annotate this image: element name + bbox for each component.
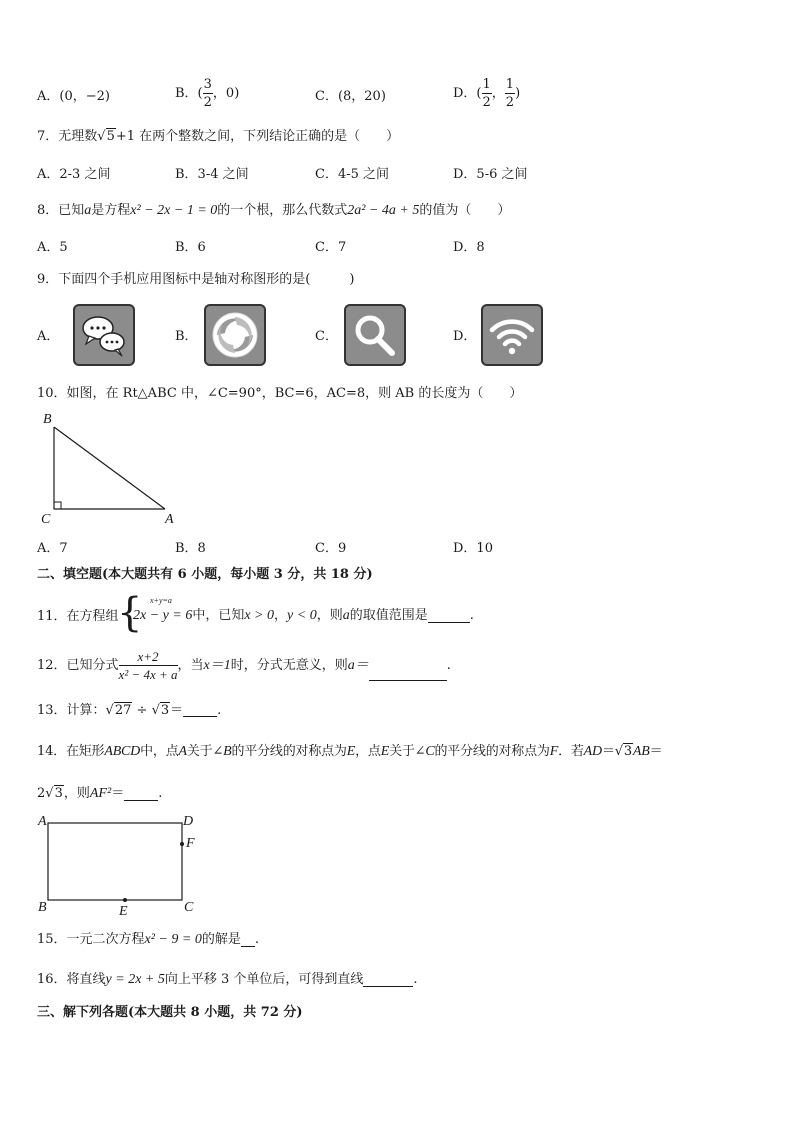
q6-option-d-fraction-1: [482, 78, 492, 109]
q14-text: 中，点: [140, 744, 179, 759]
q14-line-1: [37, 745, 662, 759]
q8-option-c: C．7: [315, 240, 347, 255]
q11-condition-2: y < 0: [287, 608, 317, 623]
q14-fig-label-c: C: [184, 900, 194, 915]
system-brace: {: [117, 590, 143, 636]
q11-condition-1: x > 0: [244, 608, 275, 623]
q14-text: ，点: [355, 744, 381, 759]
q9-stem: 9．下面四个手机应用图标中是轴对称图形的是( ): [37, 272, 355, 287]
q11-sep: ，: [274, 608, 288, 623]
fraction-numerator: 1: [482, 77, 491, 92]
q8-equation: x² − 2x − 1 = 0: [130, 203, 218, 218]
q11-var: a: [342, 608, 350, 623]
q14-equals: ＝: [649, 744, 663, 759]
q11-mid: 中，已知: [192, 608, 245, 623]
q6-option-c: C．(8，20): [315, 89, 386, 104]
q11-system-line-2-text: 2x − y = 6: [133, 608, 193, 623]
q6-option-a: A．(0，−2): [37, 89, 110, 104]
q8-option-d: D．8: [453, 240, 485, 255]
q6-option-b: [175, 78, 239, 109]
q14-point-e: E: [346, 744, 356, 759]
q12-mid-2: 时，分式无意义，则: [230, 658, 348, 673]
q8-stem: [37, 204, 510, 218]
q12-line: [37, 650, 451, 681]
q15-post: 的解是: [201, 932, 241, 947]
fraction-numerator: 1: [505, 77, 515, 92]
q13-pre: 13．计算：: [37, 703, 106, 718]
q13-sqrt-2: √3: [151, 703, 170, 718]
fraction-denominator: x² − 4x + a: [118, 667, 178, 682]
sqrt-radicand: 27: [114, 703, 132, 718]
q14-answer-blank[interactable]: [124, 788, 158, 801]
q13-answer-blank[interactable]: [183, 704, 217, 717]
q14-sqrt: √3: [614, 744, 632, 759]
q10-triangle-figure: [38, 412, 178, 527]
q16-end: .: [413, 972, 418, 987]
q11-post-2: 的取值范围是: [349, 608, 428, 623]
q12-fraction: [119, 650, 178, 681]
q11-system-line-1: x+y=a: [150, 596, 172, 605]
q14-segment-ab: AB: [632, 744, 650, 759]
q8-stem-mid2: 的一个根，那么代数式: [217, 203, 348, 218]
q13-end: .: [217, 703, 222, 718]
q14-sqrt-2: √3: [45, 786, 63, 801]
q16-equation: y = 2x + 5: [105, 972, 165, 987]
q16-post: 向上平移 3 个单位后，可得到直线: [164, 972, 364, 987]
q7-option-d: D．5-6 之间: [453, 167, 528, 182]
q15-pre: 15．一元二次方程: [37, 932, 145, 947]
q15-end: .: [254, 932, 260, 947]
sqrt-radicand: 3: [54, 786, 63, 801]
q14-fig-label-a: A: [38, 814, 47, 829]
q14-fig-label-e: E: [119, 904, 128, 919]
q14-point-a: A: [178, 744, 187, 759]
q13-line: [37, 704, 221, 717]
sqrt-radicand: 3: [623, 744, 632, 759]
q14-end: .: [158, 786, 163, 801]
fraction-denominator: 2: [482, 95, 491, 110]
q14-point-b: B: [223, 744, 232, 759]
q9-label-c: C．: [315, 329, 338, 344]
sqrt-radicand: 3: [160, 703, 170, 718]
q7-option-a: A．2-3 之间: [37, 167, 111, 182]
q14-text: 的平分线的对称点为: [231, 744, 347, 759]
q14-point-e: E: [380, 744, 390, 759]
q14-af-squared: AF²: [89, 786, 112, 801]
q11-post-1: ，则: [316, 608, 343, 623]
q6-option-d: [453, 78, 520, 109]
section-3-heading: 三、解下列各题(本大题共 8 小题，共 72 分): [37, 1005, 303, 1020]
q6-option-b-fraction: [203, 78, 213, 109]
q10-label-a: A: [165, 512, 174, 527]
q8-stem-post: 的值为（ ）: [419, 203, 511, 218]
q8-stem-mid: 是方程: [91, 203, 131, 218]
fraction-numerator: 3: [203, 77, 212, 92]
q12-condition: x＝1: [203, 658, 231, 673]
q14-text: 关于∠: [186, 744, 224, 759]
q10-label-c: C: [41, 512, 51, 527]
chat-bubbles-icon: [73, 304, 135, 366]
q14-line-2: [37, 787, 162, 801]
q7-stem: [37, 130, 399, 143]
q15-answer-blank[interactable]: [241, 934, 255, 947]
fraction-denominator: 2: [203, 95, 212, 110]
q6-option-b-pre: B．(: [175, 86, 203, 101]
q11-end: .: [469, 608, 474, 623]
q11-answer-blank[interactable]: [428, 610, 470, 623]
q9-label-d: D．: [453, 329, 477, 344]
q7-stem-pre: 7．无理数: [37, 129, 98, 144]
q14-rect-name: ABCD: [104, 744, 141, 759]
q14-fig-label-b: B: [38, 900, 47, 915]
q10-stem: 10．如图，在 Rt△ABC 中，∠C=90°，BC=6，AC=8，则 AB 的长度为（ ）: [37, 386, 523, 401]
q13-operator: ÷: [136, 703, 148, 718]
q13-sqrt-1: √27: [105, 703, 132, 718]
q14-text: ．若: [558, 744, 584, 759]
fraction-denominator: 2: [505, 95, 515, 110]
q12-var: a＝: [347, 658, 369, 673]
q15-equation: x² − 9 = 0: [144, 932, 202, 947]
q9-label-b: B．: [175, 329, 198, 344]
sqrt-radicand: 5: [106, 129, 115, 144]
q7-option-c: C．4-5 之间: [315, 167, 390, 182]
q12-end: .: [446, 658, 451, 673]
q14-text: 的平分线的对称点为: [434, 744, 550, 759]
q12-pre: 12．已知分式: [37, 658, 119, 673]
q6-option-d-fraction-2: [505, 78, 515, 109]
q6-option-d-sep: ，: [491, 86, 505, 101]
q6-option-b-post: ，0): [212, 86, 240, 101]
q14-equals: ＝: [111, 786, 125, 801]
q7-sqrt: √5: [97, 129, 115, 144]
q8-option-b: B．6: [175, 240, 206, 255]
wifi-icon: [481, 304, 543, 366]
q9-label-a: A．: [37, 329, 60, 344]
q11-pre: 11．在方程组: [37, 609, 119, 624]
q14-fig-label-f: F: [186, 836, 195, 851]
section-2-heading: 二、填空题(本大题共有 6 小题，每小题 3 分，共 18 分): [37, 567, 373, 582]
q10-label-b: B: [43, 412, 52, 427]
q15-line: [37, 933, 259, 947]
q10-option-d: D．10: [453, 541, 493, 556]
q14-point-c: C: [425, 744, 435, 759]
q6-option-d-pre: D．(: [453, 86, 482, 101]
q7-option-b: B．3-4 之间: [175, 167, 249, 182]
q14-text: ，则: [63, 786, 90, 801]
q14-point-f: F: [549, 744, 559, 759]
q10-option-b: B．8: [175, 541, 206, 556]
q14-text: 14．在矩形: [37, 744, 105, 759]
q6-option-d-post: ): [515, 86, 521, 101]
q8-option-a: A．5: [37, 240, 68, 255]
q10-option-a: A．7: [37, 541, 68, 556]
fraction-numerator: x+2: [119, 650, 178, 666]
q16-pre: 16．将直线: [37, 972, 106, 987]
q12-mid: ，当: [177, 658, 204, 673]
magnifier-icon: [344, 304, 406, 366]
q7-stem-post: +1 在两个整数之间，下列结论正确的是（ ）: [115, 129, 400, 144]
q14-coefficient: 2: [37, 786, 46, 801]
q14-text: 关于∠: [389, 744, 426, 759]
q14-rectangle-figure: [40, 815, 190, 905]
q16-answer-blank[interactable]: [363, 974, 413, 987]
q14-fig-label-d: D: [183, 814, 194, 829]
q13-equals: ＝: [170, 703, 184, 718]
q8-var: a: [84, 203, 92, 218]
q11-system-line-2: [133, 609, 474, 623]
q12-answer-blank[interactable]: [369, 668, 447, 681]
q14-equals: ＝: [601, 744, 615, 759]
q16-line: [37, 973, 418, 987]
q10-option-c: C．9: [315, 541, 347, 556]
q8-expression: 2a² − 4a + 5: [347, 203, 420, 218]
q14-segment-ad: AD: [583, 744, 602, 759]
swirl-logo-icon: [204, 304, 266, 366]
q8-stem-pre: 8．已知: [37, 203, 85, 218]
